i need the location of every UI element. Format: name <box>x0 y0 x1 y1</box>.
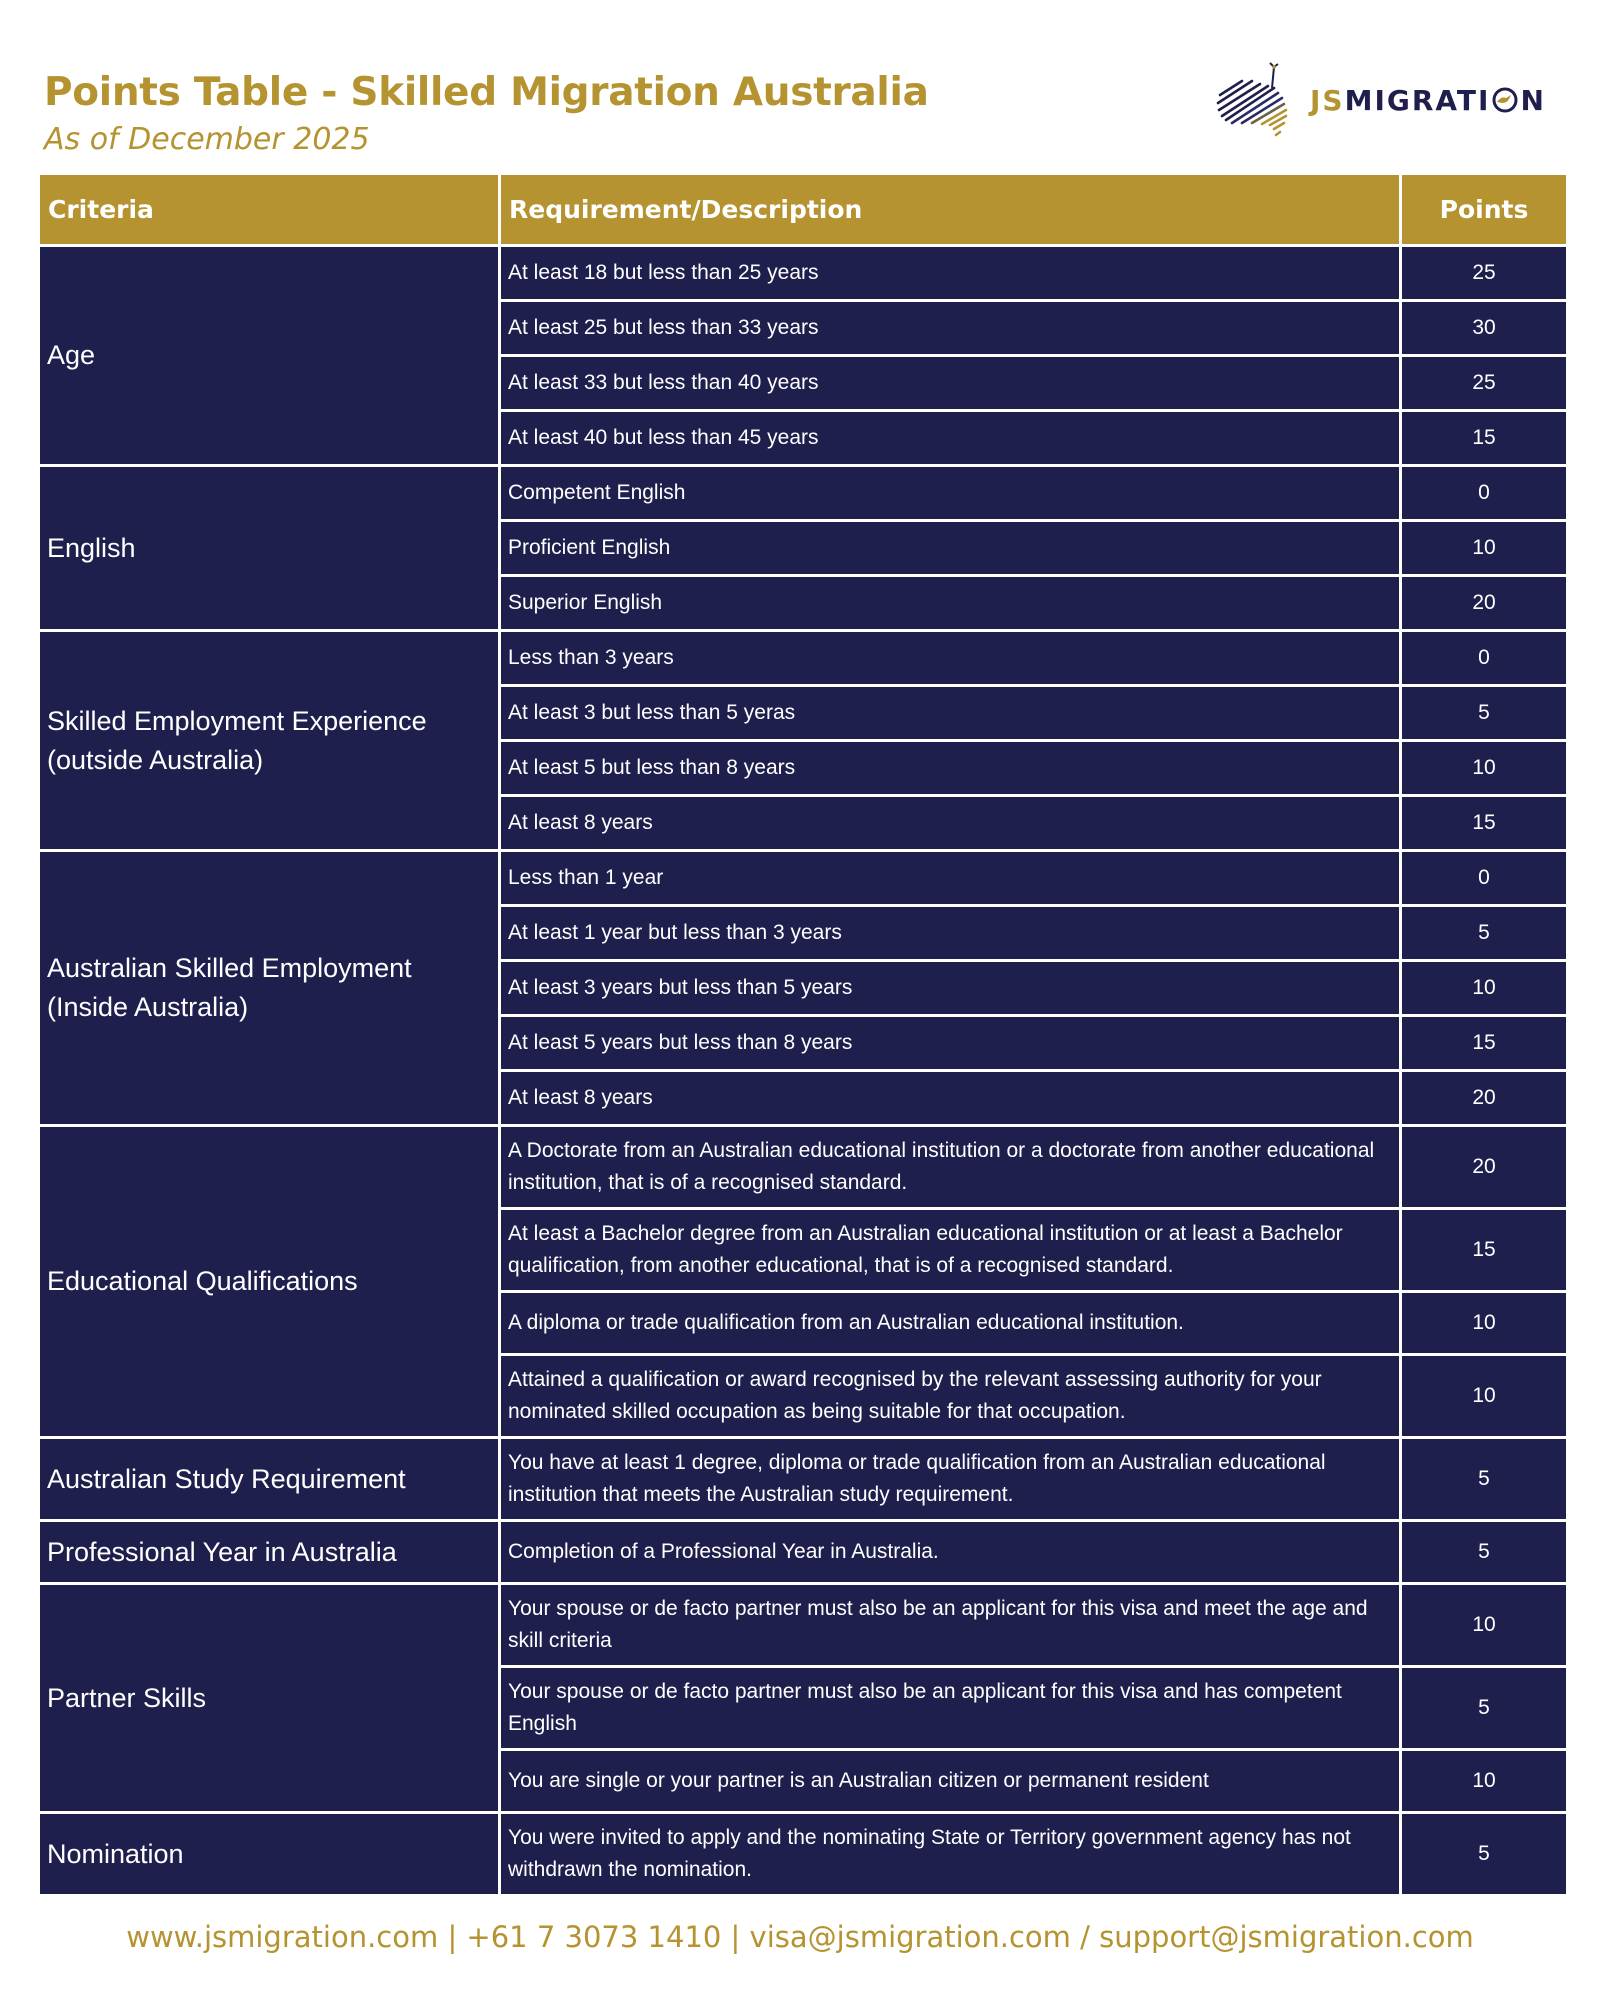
points-cell: 25 <box>1402 357 1566 409</box>
requirement-cell: At least 5 years but less than 8 years <box>501 1017 1399 1069</box>
logo-migrati-text: MIGRATI <box>1344 83 1491 117</box>
points-cell: 15 <box>1402 1210 1566 1290</box>
points-cell: 5 <box>1402 907 1566 959</box>
criteria-employment-inside: Australian Skilled Employment (Inside Australia) <box>40 852 498 1124</box>
requirement-cell: At least 3 but less than 5 yeras <box>501 687 1399 739</box>
requirement-cell: At least 25 but less than 33 years <box>501 302 1399 354</box>
requirement-cell: A diploma or trade qualification from an Australian educational institution. <box>501 1293 1399 1353</box>
requirement-cell: At least 5 but less than 8 years <box>501 742 1399 794</box>
requirement-cell: At least 3 years but less than 5 years <box>501 962 1399 1014</box>
requirement-cell: You are single or your partner is an Australian citizen or permanent resident <box>501 1751 1399 1811</box>
logo-wordmark <box>1310 84 1546 117</box>
requirement-cell: Proficient English <box>501 522 1399 574</box>
requirement-cell: At least 18 but less than 25 years <box>501 247 1399 299</box>
requirement-header: Requirement/Description <box>501 175 1399 244</box>
points-cell: 15 <box>1402 412 1566 464</box>
requirement-cell: You have at least 1 degree, diploma or trade qualification from an Australian educational institution that meets the Australian study requirement. <box>501 1439 1399 1519</box>
table-row <box>40 467 1566 519</box>
points-cell: 20 <box>1402 1072 1566 1124</box>
requirement-cell: At least a Bachelor degree from an Australian educational institution or at least a Bachelor qualification, from another educational, that is of a recognised standard. <box>501 1210 1399 1290</box>
requirement-cell: At least 8 years <box>501 797 1399 849</box>
criteria-english: English <box>40 467 498 629</box>
footer-contact[interactable]: www.jsmigration.com | +61 7 3073 1410 | visa@jsmigration.com / support@jsmigration.com <box>126 1920 1474 1954</box>
requirement-cell: Superior English <box>501 577 1399 629</box>
points-table <box>37 172 1569 1897</box>
criteria-partner-skills: Partner Skills <box>40 1585 498 1811</box>
points-cell: 30 <box>1402 302 1566 354</box>
points-cell: 10 <box>1402 742 1566 794</box>
logo-n-text: N <box>1520 83 1546 117</box>
points-cell: 10 <box>1402 1751 1566 1811</box>
logo-js-text: JS <box>1310 83 1345 117</box>
table-row <box>40 852 1566 904</box>
requirement-cell: Completion of a Professional Year in Australia. <box>501 1522 1399 1582</box>
page-subtitle: As of December 2025 <box>44 122 370 157</box>
criteria-nomination: Nomination <box>40 1814 498 1894</box>
requirement-cell: A Doctorate from an Australian educational institution or a doctorate from another educational institution, that is of a recognised standard. <box>501 1127 1399 1207</box>
points-cell: 10 <box>1402 962 1566 1014</box>
criteria-professional-year: Professional Year in Australia <box>40 1522 498 1582</box>
points-cell: 20 <box>1402 1127 1566 1207</box>
points-cell: 10 <box>1402 1585 1566 1665</box>
table-row <box>40 1585 1566 1665</box>
points-cell: 5 <box>1402 687 1566 739</box>
requirement-cell: Your spouse or de facto partner must also be an applicant for this visa and meet the age and skill criteria <box>501 1585 1399 1665</box>
points-cell: 0 <box>1402 632 1566 684</box>
requirement-cell: Competent English <box>501 467 1399 519</box>
points-cell: 10 <box>1402 1293 1566 1353</box>
brand-logo[interactable] <box>1212 52 1546 148</box>
points-cell: 20 <box>1402 577 1566 629</box>
points-cell: 0 <box>1402 467 1566 519</box>
points-cell: 10 <box>1402 522 1566 574</box>
points-cell: 5 <box>1402 1522 1566 1582</box>
table-row <box>40 1439 1566 1519</box>
criteria-employment-outside: Skilled Employment Experience (outside Australia) <box>40 632 498 849</box>
table-row <box>40 632 1566 684</box>
table-row <box>40 1127 1566 1207</box>
table-row <box>40 1522 1566 1582</box>
points-cell: 10 <box>1402 1356 1566 1436</box>
requirement-cell: Less than 3 years <box>501 632 1399 684</box>
requirement-cell: At least 8 years <box>501 1072 1399 1124</box>
table-header-row <box>40 175 1566 244</box>
requirement-cell: At least 1 year but less than 3 years <box>501 907 1399 959</box>
points-cell: 15 <box>1402 1017 1566 1069</box>
page-title: Points Table - Skilled Migration Australia <box>44 70 929 115</box>
requirement-cell: Your spouse or de facto partner must also be an applicant for this visa and has competent English <box>501 1668 1399 1748</box>
criteria-education: Educational Qualifications <box>40 1127 498 1436</box>
points-cell: 5 <box>1402 1439 1566 1519</box>
criteria-study-requirement: Australian Study Requirement <box>40 1439 498 1519</box>
points-header: Points <box>1402 175 1566 244</box>
kangaroo-icon <box>1492 87 1518 113</box>
requirement-cell: Less than 1 year <box>501 852 1399 904</box>
australia-map-icon <box>1212 55 1302 145</box>
points-cell: 5 <box>1402 1668 1566 1748</box>
points-cell: 0 <box>1402 852 1566 904</box>
requirement-cell: You were invited to apply and the nominating State or Territory government agency has not withdrawn the nomination. <box>501 1814 1399 1894</box>
criteria-age: Age <box>40 247 498 464</box>
requirement-cell: Attained a qualification or award recognised by the relevant assessing authority for your nominated skilled occupation as being suitable for that occupation. <box>501 1356 1399 1436</box>
points-cell: 5 <box>1402 1814 1566 1894</box>
table-row <box>40 1814 1566 1894</box>
criteria-header: Criteria <box>40 175 498 244</box>
requirement-cell: At least 40 but less than 45 years <box>501 412 1399 464</box>
table-row <box>40 247 1566 299</box>
points-cell: 15 <box>1402 797 1566 849</box>
requirement-cell: At least 33 but less than 40 years <box>501 357 1399 409</box>
points-cell: 25 <box>1402 247 1566 299</box>
